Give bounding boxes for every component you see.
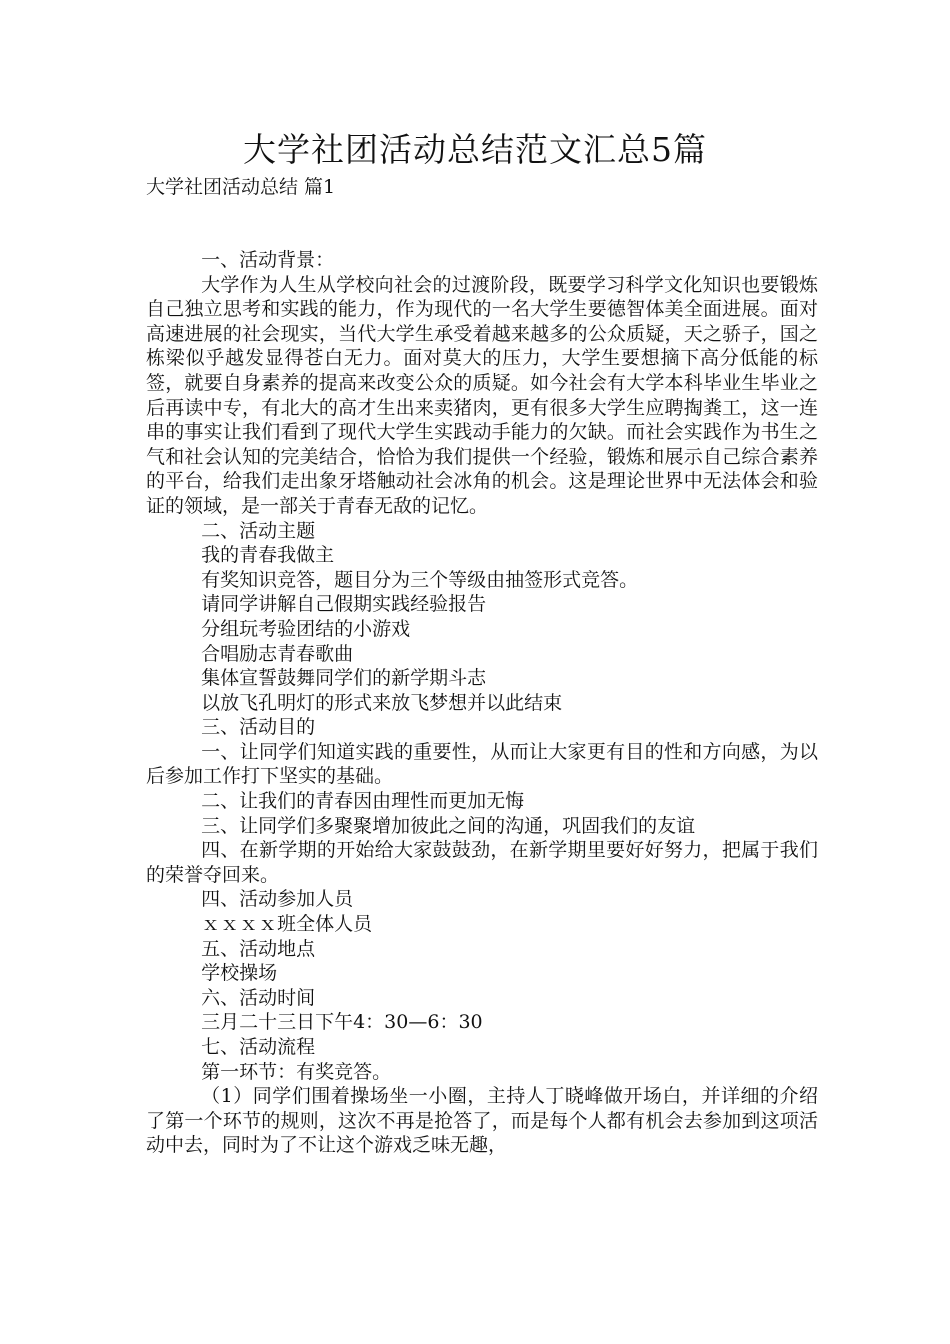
section-heading-time: 六、活动时间 — [201, 986, 316, 1009]
theme-line: 我的青春我做主 — [201, 544, 335, 567]
process-step-paragraph: （1）同学们围着操场坐一小圈，主持人丁晓峰做开场白，并详细的介绍了第一个环节的规则，这次不再是抢答了，而是每个人都有机会去参加到这项活动中去，同时为了不让这个游戏乏味无趣， — [146, 1085, 818, 1157]
theme-item: 分组玩考验团结的小游戏 — [201, 617, 411, 640]
time-line: 三月二十三日下午4：30—6：30 — [201, 1011, 483, 1034]
section-heading-purpose: 三、活动目的 — [201, 716, 316, 739]
purpose-item: 三、让同学们多聚聚增加彼此之间的沟通，巩固我们的友谊 — [201, 814, 696, 837]
background-paragraph: 大学作为人生从学校向社会的过渡阶段，既要学习科学文化知识也要锻炼自己独立思考和实践的能力，作为现代的一名大学生要德智体美全面进展。面对高速进展的社会现实，当代大学生承受着越来越多的公众质疑，天之骄子，国之栋梁似乎越发显得苍白无力。面对莫大的压力，大学生要想摘下高分低能的标签，就要自身素养的提高来改变公众的质疑。如今社会有大学本科毕业生毕业之后再读中专，有北大的高才生出来卖猪肉，更有很多大学生应聘掏粪工，这一连串的事实让我们看到了现代大学生实践动手能力的欠缺。而社会实践作为书生之气和社会认知的完美结合，恰恰为我们提供一个经验，锻炼和展示自己综合素养的平台，给我们走出象牙塔触动社会冰角的机会。这是理论世界中无法体会和验证的领域，是一部关于青春无敌的记忆。 — [146, 273, 818, 517]
theme-item: 集体宣誓鼓舞同学们的新学期斗志 — [201, 667, 487, 690]
purpose-item: 四、在新学期的开始给大家鼓鼓劲，在新学期里要好好努力，把属于我们的荣誉夺回来。 — [146, 839, 818, 886]
theme-item: 合唱励志青春歌曲 — [201, 642, 354, 665]
location-line: 学校操场 — [201, 962, 278, 985]
theme-item: 请同学讲解自己假期实践经验报告 — [201, 593, 487, 616]
purpose-item: 一、让同学们知道实践的重要性，从而让大家更有目的性和方向感，为以后参加工作打下坚实的基础。 — [146, 740, 818, 788]
section-heading-location: 五、活动地点 — [201, 937, 316, 960]
theme-item: 有奖知识竞答，题目分为三个等级由抽签形式竞答。 — [201, 568, 639, 591]
document-subtitle: 大学社团活动总结 篇1 — [146, 176, 336, 198]
purpose-item: 二、让我们的青春因由理性而更加无悔 — [201, 790, 525, 813]
section-heading-process: 七、活动流程 — [201, 1036, 316, 1058]
theme-item: 以放飞孔明灯的形式来放飞梦想并以此结束 — [201, 691, 563, 714]
section-heading-theme: 二、活动主题 — [201, 519, 316, 542]
participants-line: ｘｘｘｘ班全体人员 — [201, 913, 373, 936]
document-body — [146, 248, 818, 1158]
section-heading-background: 一、活动背景： — [201, 249, 335, 271]
section-heading-participants: 四、活动参加人员 — [201, 888, 354, 911]
process-step-heading: 第一环节：有奖竞答。 — [201, 1060, 392, 1083]
document-title: 大学社团活动总结范文汇总5篇 — [243, 130, 707, 169]
